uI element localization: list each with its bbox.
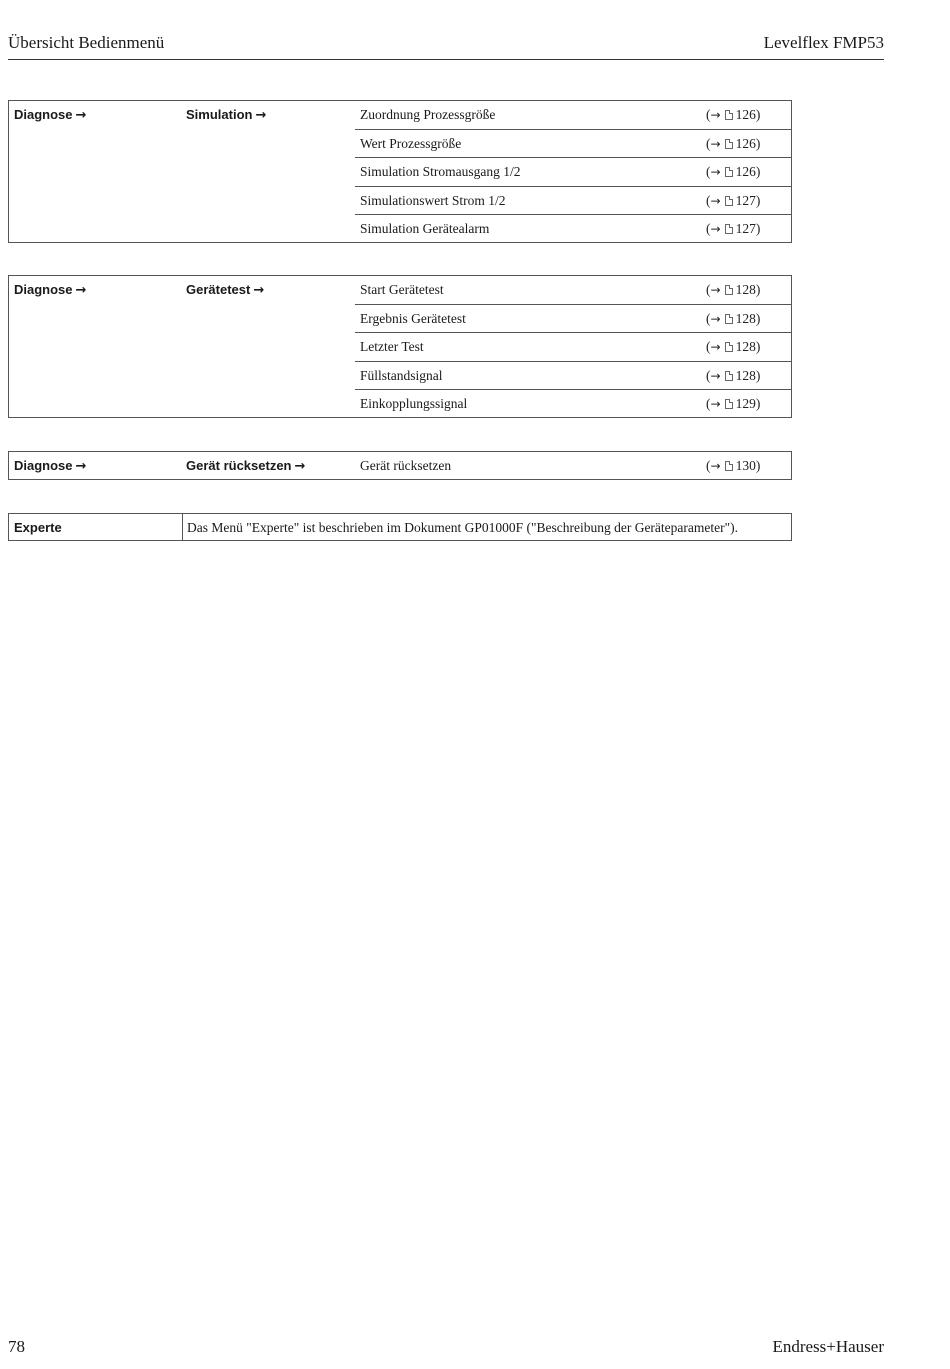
experte-description: Das Menü "Experte" ist beschrieben im Dokument GP01000F ("Beschreibung der Geräteparameter").: [187, 520, 739, 535]
parameter-row[interactable]: [355, 214, 791, 242]
parameter-label: Gerät rücksetzen: [360, 458, 452, 473]
parameter-list: [355, 452, 791, 480]
page-reference[interactable]: (→ 126): [706, 136, 761, 152]
page-icon: [725, 139, 733, 149]
brand-name: Endress+Hauser: [772, 1337, 884, 1356]
parameter-row[interactable]: [355, 452, 791, 480]
parameter-label: Simulation Stromausgang 1/2: [360, 164, 521, 180]
menu-level2: Gerätetest →: [186, 282, 265, 298]
menu-level1: Diagnose →: [14, 282, 87, 298]
parameter-label: Start Gerätetest: [360, 282, 444, 297]
menu-block-simulation: [8, 100, 792, 243]
page-reference[interactable]: (→ 129): [706, 395, 761, 411]
page-reference[interactable]: (→ 126): [706, 107, 761, 122]
arrow-right-icon: →: [255, 108, 267, 123]
parameter-label: Wert Prozessgröße: [360, 136, 462, 152]
parameter-row[interactable]: [355, 304, 791, 332]
page-reference[interactable]: (→ 127): [706, 192, 761, 208]
arrow-right-icon: →: [294, 459, 306, 474]
page-icon: [725, 371, 733, 381]
parameter-label: Letzter Test: [360, 339, 424, 355]
parameter-row[interactable]: [355, 389, 791, 417]
page-reference[interactable]: (→ 126): [706, 164, 761, 180]
menu-block-geraetetest: [8, 275, 792, 418]
page-reference[interactable]: (→ 130): [706, 458, 761, 473]
parameter-row[interactable]: [355, 101, 791, 129]
menu-block-geraet-ruecksetzen: [8, 451, 792, 480]
experte-label: Experte: [14, 520, 62, 535]
page-icon: [725, 224, 733, 234]
parameter-row[interactable]: [355, 276, 791, 304]
page-icon: [725, 285, 733, 295]
parameter-row[interactable]: [355, 129, 791, 157]
page-icon: [725, 399, 733, 409]
page-reference[interactable]: (→ 128): [706, 339, 761, 355]
arrow-right-icon: →: [75, 459, 87, 474]
section-title: Übersicht Bedienmenü: [8, 33, 165, 52]
parameter-row[interactable]: [355, 186, 791, 214]
arrow-right-icon: →: [75, 283, 87, 298]
parameter-label: Simulationswert Strom 1/2: [360, 192, 506, 208]
menu-block-experte: [8, 513, 792, 541]
menu-level1: Diagnose →: [14, 458, 87, 474]
parameter-row[interactable]: [355, 332, 791, 360]
column-divider: [182, 514, 183, 540]
parameter-row[interactable]: [355, 361, 791, 389]
page-icon: [725, 314, 733, 324]
page-reference[interactable]: (→ 127): [706, 220, 761, 236]
page-header: [8, 33, 884, 60]
parameter-label: Füllstandsignal: [360, 367, 443, 383]
parameter-row[interactable]: [355, 157, 791, 185]
page-icon: [725, 110, 733, 120]
page-icon: [725, 167, 733, 177]
menu-level1: Diagnose →: [14, 107, 87, 123]
parameter-label: Einkopplungssignal: [360, 395, 468, 411]
parameter-list: [355, 276, 791, 417]
product-name: Levelflex FMP53: [763, 33, 884, 52]
page-number: 78: [8, 1337, 25, 1356]
menu-level2: Simulation →: [186, 107, 267, 123]
page-icon: [725, 461, 733, 471]
page-reference[interactable]: (→ 128): [706, 367, 761, 383]
parameter-label: Zuordnung Prozessgröße: [360, 107, 496, 122]
parameter-label: Ergebnis Gerätetest: [360, 311, 466, 327]
menu-level2: Gerät rücksetzen →: [186, 458, 306, 474]
page-icon: [725, 196, 733, 206]
parameter-list: [355, 101, 791, 242]
page-reference[interactable]: (→ 128): [706, 282, 761, 297]
page-reference[interactable]: (→ 128): [706, 311, 761, 327]
arrow-right-icon: →: [75, 108, 87, 123]
page-icon: [725, 342, 733, 352]
parameter-label: Simulation Gerätealarm: [360, 220, 490, 236]
arrow-right-icon: →: [253, 283, 265, 298]
